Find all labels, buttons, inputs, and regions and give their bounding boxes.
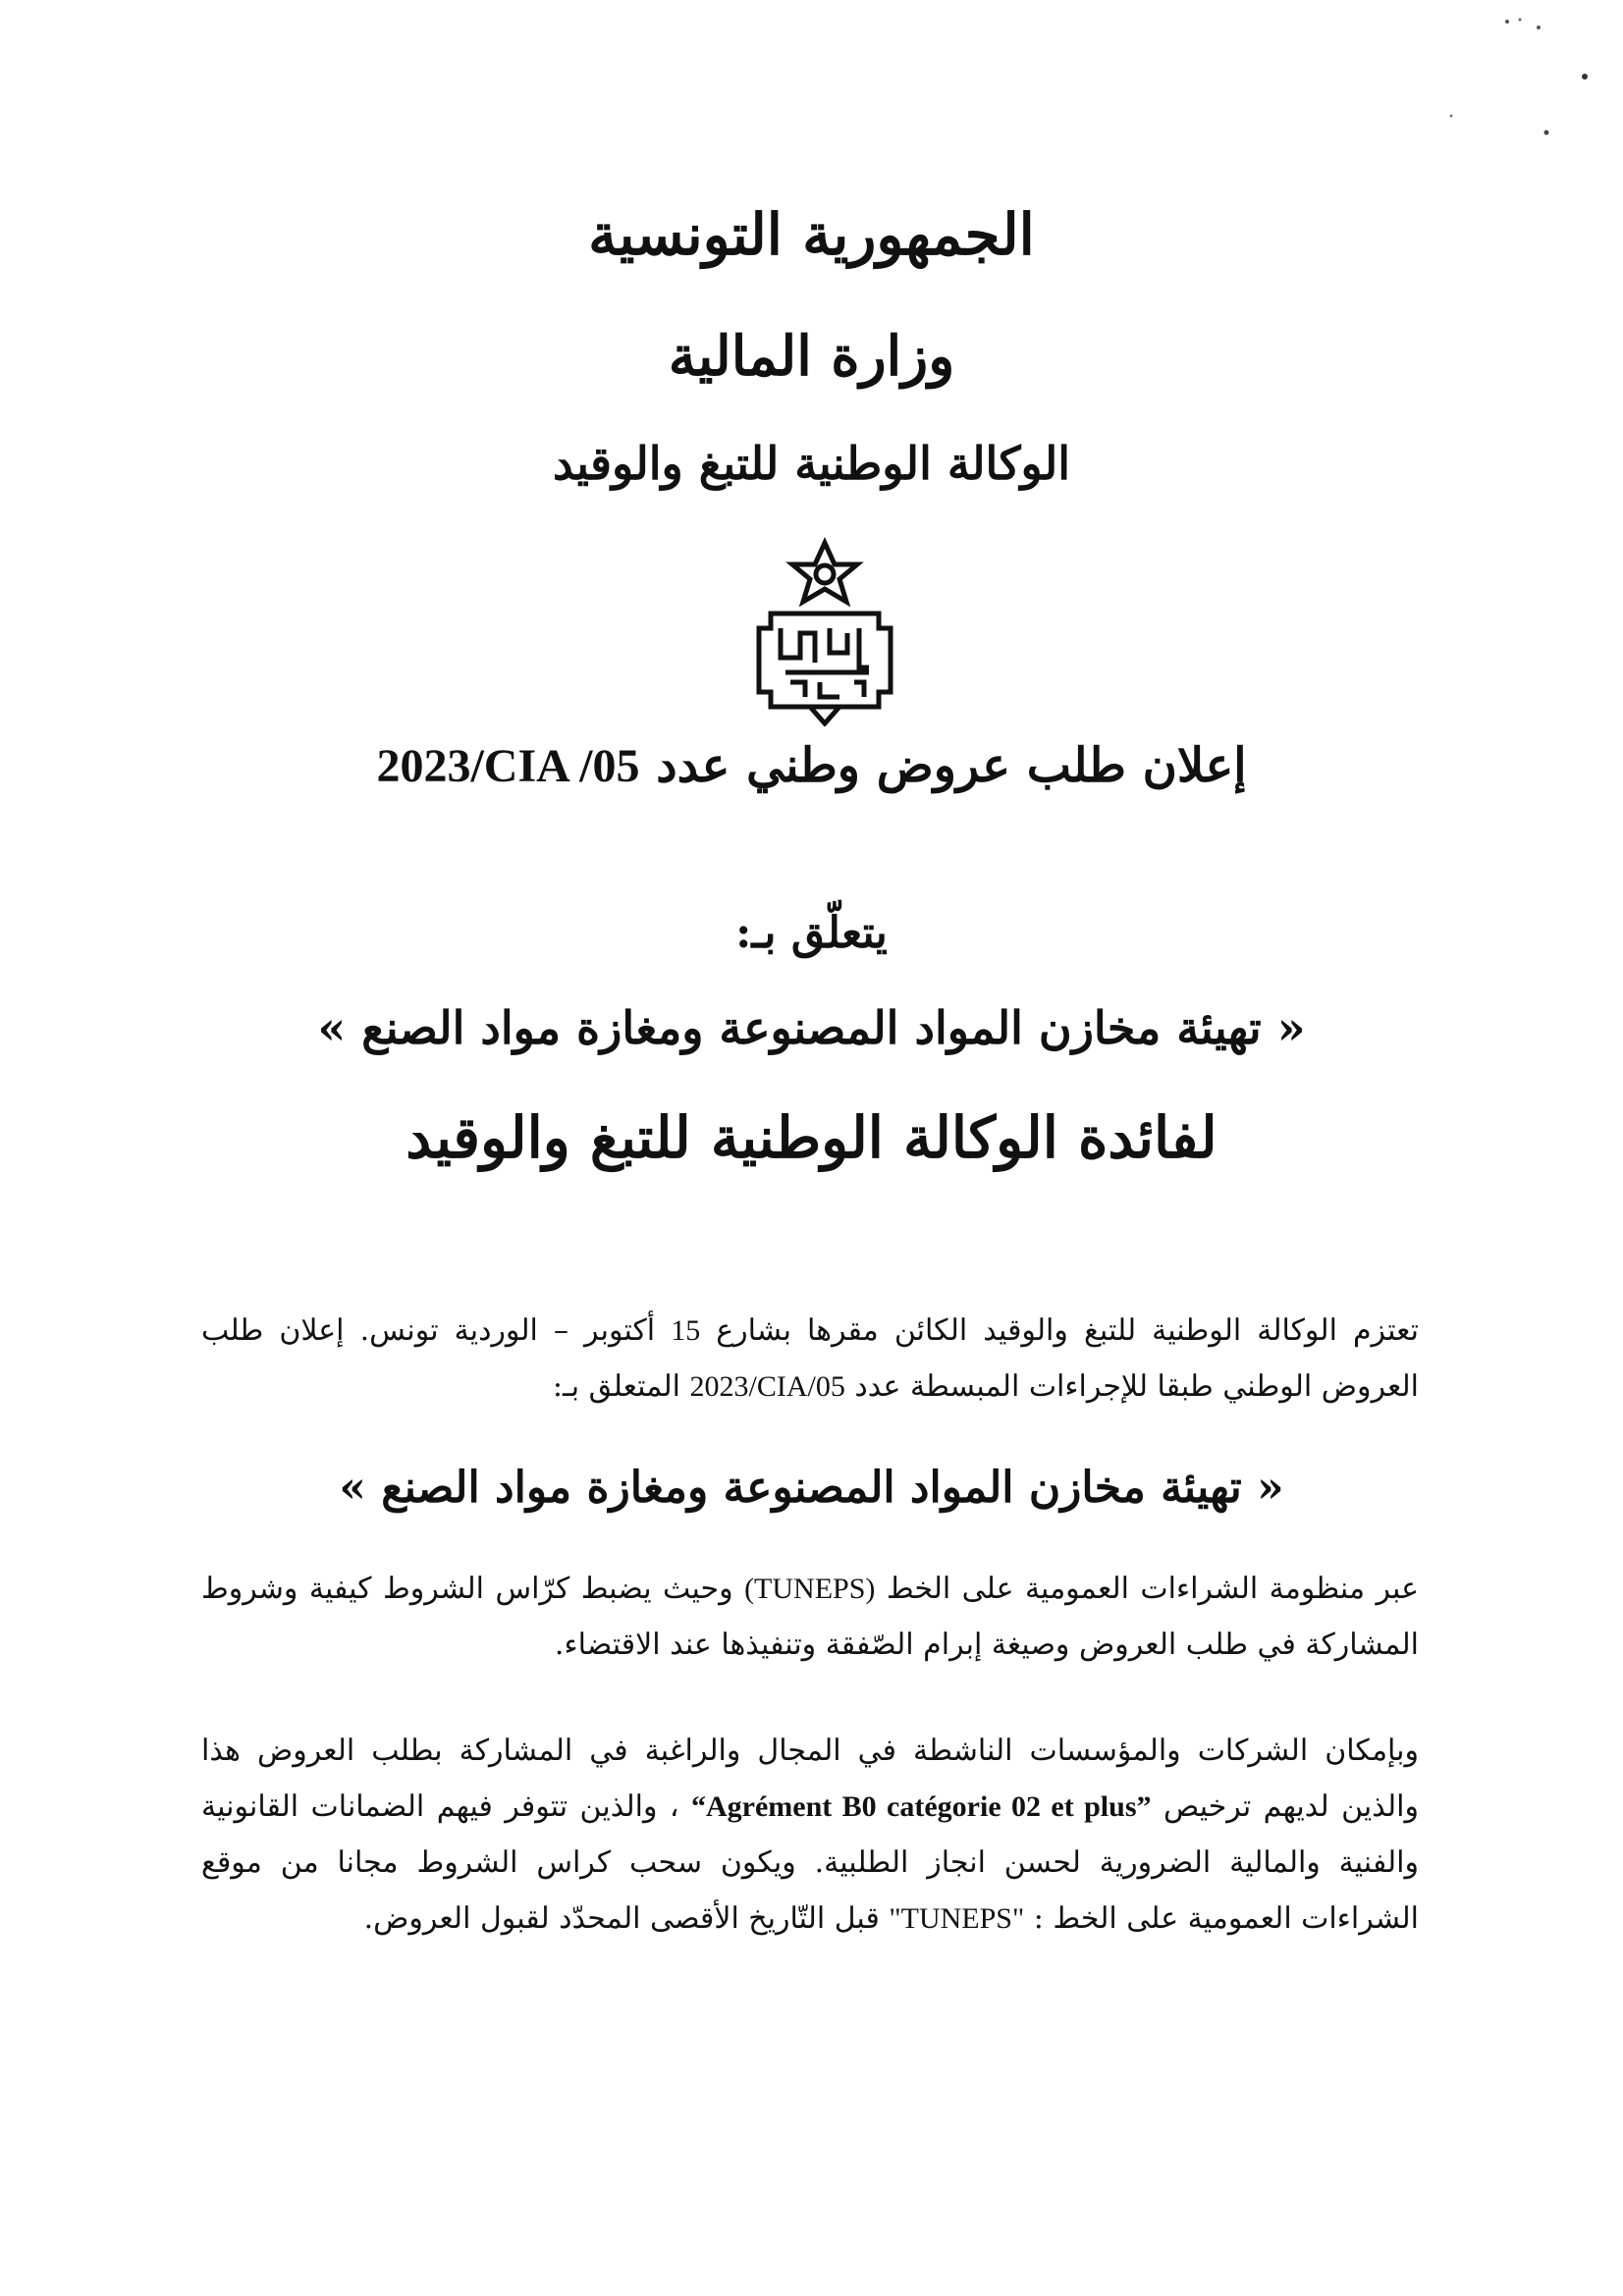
agency-heading: الوكالة الوطنية للتبغ والوقيد <box>552 437 1071 490</box>
p2-text-start: عبر منظومة الشراءات العمومية على الخط <box>886 1572 1420 1606</box>
notice-title-text: إعلان طلب عروض وطني عدد <box>656 738 1247 793</box>
subject-heading: « تهيئة مخازن المواد المصنوعة ومغازة مواد الصنع » <box>317 1001 1306 1054</box>
subject-intro: يتعلّق بـ: <box>735 908 888 958</box>
p3-license: “Agrément B0 catégorie 02 et plus” <box>690 1790 1152 1823</box>
notice-title <box>0 738 1623 793</box>
agency-logo <box>731 535 918 726</box>
p3-text-end: قبل التّاريخ الأقصى المحدّد لقبول العروض. <box>363 1901 880 1936</box>
p1-text-start: تعتزم الوكالة الوطنية للتبغ والوقيد الكائن مقرها بشارع <box>716 1313 1419 1348</box>
p2-text-end: وحيث يضبط كرّاس الشروط كيفية وشروط المشاركة في طلب العروض وصيغة إبرام الصّفقة وتنفيذها عند الاقتضاء. <box>201 1572 1419 1662</box>
scan-specks <box>0 0 1623 196</box>
p3-site: "TUNEPS" <box>889 1902 1025 1935</box>
p1-street-number: 15 <box>671 1314 701 1347</box>
p1-text-end: المتعلق بـ: <box>552 1369 680 1404</box>
p3-text-start: وبإمكان الشركات والمؤسسات الناشطة في المجال والراغبة في المشاركة بطلب العروض هذا والذين لديهم ترخيص <box>201 1734 1419 1824</box>
p1-reference: 2023/CIA/05 <box>689 1370 845 1403</box>
notice-number: 2023/CIA /05 <box>376 740 640 792</box>
beneficiary-heading: لفائدة الوكالة الوطنية للتبغ والوقيد <box>406 1104 1217 1171</box>
paragraph-eligibility <box>201 1723 1419 1947</box>
p2-acronym: (TUNEPS) <box>744 1573 876 1605</box>
subject-repeat-heading: « تهيئة مخازن المواد المصنوعة ومغازة مواد الصنع » <box>339 1463 1284 1513</box>
paragraph-tuneps <box>201 1561 1419 1673</box>
ministry-heading: وزارة المالية <box>668 324 955 389</box>
p1-text-middle: أكتوبر – الوردية تونس. إعلان طلب العروض الوطني طبقا للإجراءات المبسطة عدد <box>201 1313 1419 1404</box>
p3-text-middle: ، والذين تتوفر فيهم الضمانات القانونية والفنية والمالية الضرورية لحسن انجاز الطلبية. ويكون سحب كراس الشروط مجانا من موقع الشراءات العمومية على الخط : <box>201 1789 1419 1936</box>
paragraph-announcement <box>201 1303 1419 1415</box>
country-heading: الجمهورية التونسية <box>588 201 1035 268</box>
